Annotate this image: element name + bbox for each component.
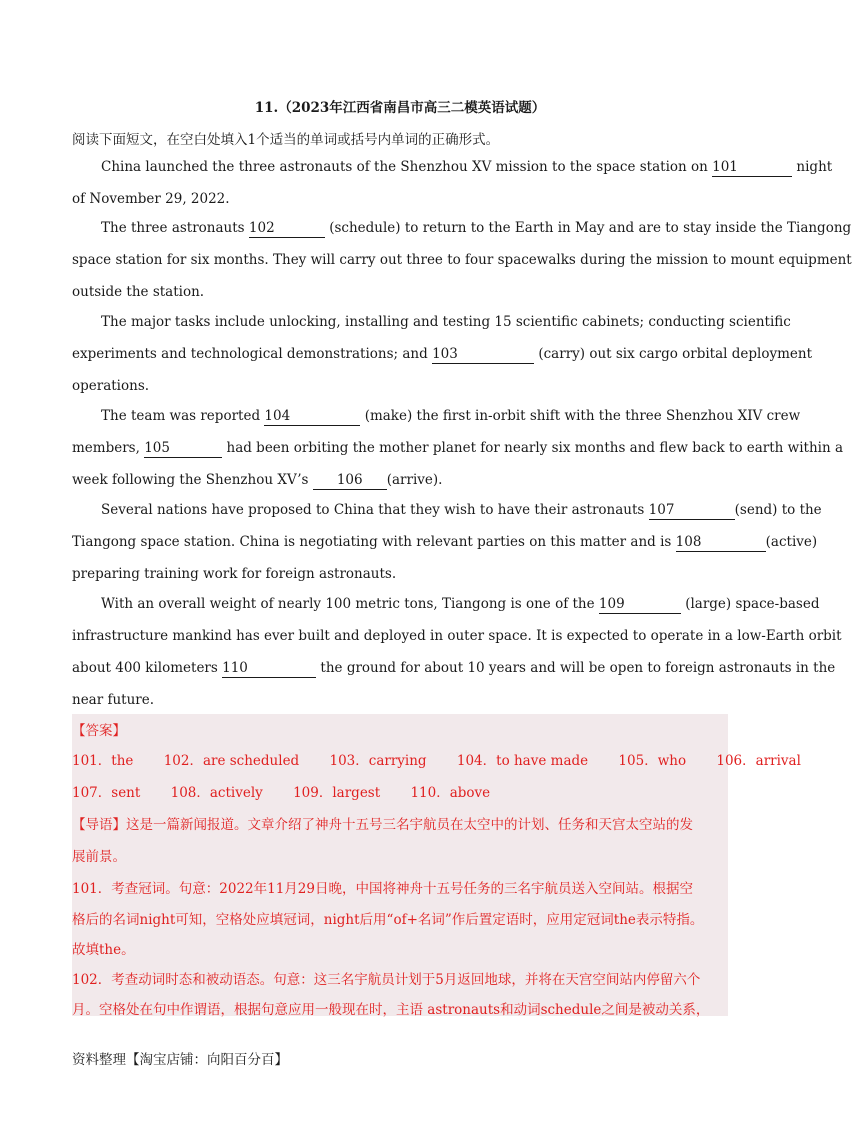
answer-110: 110．above xyxy=(410,785,491,801)
passage-line: preparing training work for foreign astronauts. xyxy=(72,566,397,582)
explanation-102-line-1: 102．考查动词时态和被动语态。句意：这三名宇航员计划于5月返回地球，并将在天宫空间站内停留六个 xyxy=(72,972,701,988)
blank-110: 110 xyxy=(222,659,316,678)
question-title: 11.（2023年江西省南昌市高三二模英语试题） xyxy=(254,100,546,116)
passage-paragraph-1 xyxy=(72,151,833,215)
passage-line: near future. xyxy=(72,692,155,708)
passage-line: operations. xyxy=(72,378,150,394)
answer-109: 109．largest xyxy=(293,785,381,801)
explanation-101-line-3: 故填the。 xyxy=(72,942,135,958)
blank-109: 109 xyxy=(599,595,681,614)
answer-106: 106．arrival xyxy=(716,753,801,769)
answer-heading: 【答案】 xyxy=(72,723,126,739)
passage-line: of November 29, 2022. xyxy=(72,191,230,207)
guide-line-1: 【导语】这是一篇新闻报道。文章介绍了神舟十五号三名宇航员在太空中的计划、任务和天宫太空站的发 xyxy=(72,817,693,833)
instruction-text: 阅读下面短文，在空白处填入1个适当的单词或括号内单词的正确形式。 xyxy=(72,132,500,148)
passage-line: outside the station. xyxy=(72,284,205,300)
passage-line: With an overall weight of nearly 100 metric tons, Tiangong is one of the 109 (large) space-based xyxy=(101,596,820,612)
explanation-102-line-2: 月。空格处在句中作谓语，根据句意应用一般现在时，主语 astronauts和动词schedule之间是被动关系， xyxy=(72,1002,710,1018)
explanation-101-line-1: 101．考查冠词。句意：2022年11月29日晚，中国将神舟十五号任务的三名宇航员送入空间站。根据空 xyxy=(72,881,693,897)
answer-101: 101．the xyxy=(72,753,134,769)
passage-line: members, 105 had been orbiting the mother planet for nearly six months and flew back to earth within a xyxy=(72,440,844,456)
blank-104: 104 xyxy=(264,407,360,426)
explanation-101-line-2: 格后的名词night可知，空格处应填冠词，night后用“of+名词”作后置定语时，应用定冠词the表示特指。 xyxy=(72,912,704,928)
blank-105: 105 xyxy=(144,439,222,458)
passage-line: The three astronauts 102 (schedule) to return to the Earth in May and are to stay inside the Tiangong xyxy=(101,220,852,236)
blank-101: 101 xyxy=(712,158,792,177)
answer-row-2 xyxy=(72,781,516,801)
passage-paragraph-6 xyxy=(72,588,842,716)
answer-row-1 xyxy=(72,749,827,769)
blank-102: 102 xyxy=(249,219,325,238)
blank-107: 107 xyxy=(649,501,735,520)
passage-line: about 400 kilometers 110 the ground for about 10 years and will be open to foreign astronauts in the xyxy=(72,660,836,676)
passage-line: The team was reported 104 (make) the first in-orbit shift with the three Shenzhou XIV crew xyxy=(101,408,801,424)
passage-line: infrastructure mankind has ever built and deployed in outer space. It is expected to operate in a low-Earth orbit xyxy=(72,628,842,644)
blank-106: 106 xyxy=(313,471,387,490)
blank-108: 108 xyxy=(676,533,766,552)
passage-line: week following the Shenzhou XV’s 106 (arrive). xyxy=(72,472,443,488)
answer-108: 108．actively xyxy=(170,785,263,801)
blank-103: 103 xyxy=(432,345,534,364)
answer-105: 105．who xyxy=(618,753,687,769)
answer-103: 103．carrying xyxy=(329,753,427,769)
passage-line: The major tasks include unlocking, installing and testing 15 scientific cabinets; conducting scientific xyxy=(101,314,791,330)
passage-paragraph-4 xyxy=(72,400,844,496)
passage-line: Tiangong space station. China is negotiating with relevant parties on this matter and is 108 (active) xyxy=(72,534,818,550)
passage-paragraph-5 xyxy=(72,494,822,590)
passage-line: China launched the three astronauts of the Shenzhou XV mission to the space station on 101 night xyxy=(101,159,833,175)
answer-107: 107．sent xyxy=(72,785,141,801)
answer-104: 104．to have made xyxy=(456,753,589,769)
passage-line: Several nations have proposed to China that they wish to have their astronauts 107 (send) to the xyxy=(101,502,822,518)
guide-line-2: 展前景。 xyxy=(72,849,126,865)
answer-102: 102．are scheduled xyxy=(163,753,300,769)
footer-source: 资料整理【淘宝店铺：向阳百分百】 xyxy=(72,1052,288,1068)
passage-paragraph-3 xyxy=(72,306,813,402)
passage-paragraph-2 xyxy=(72,212,852,308)
passage-line: experiments and technological demonstrations; and 103 (carry) out six cargo orbital deployment xyxy=(72,346,813,362)
passage-line: space station for six months. They will carry out three to four spacewalks during the mission to mount equipment xyxy=(72,252,852,268)
